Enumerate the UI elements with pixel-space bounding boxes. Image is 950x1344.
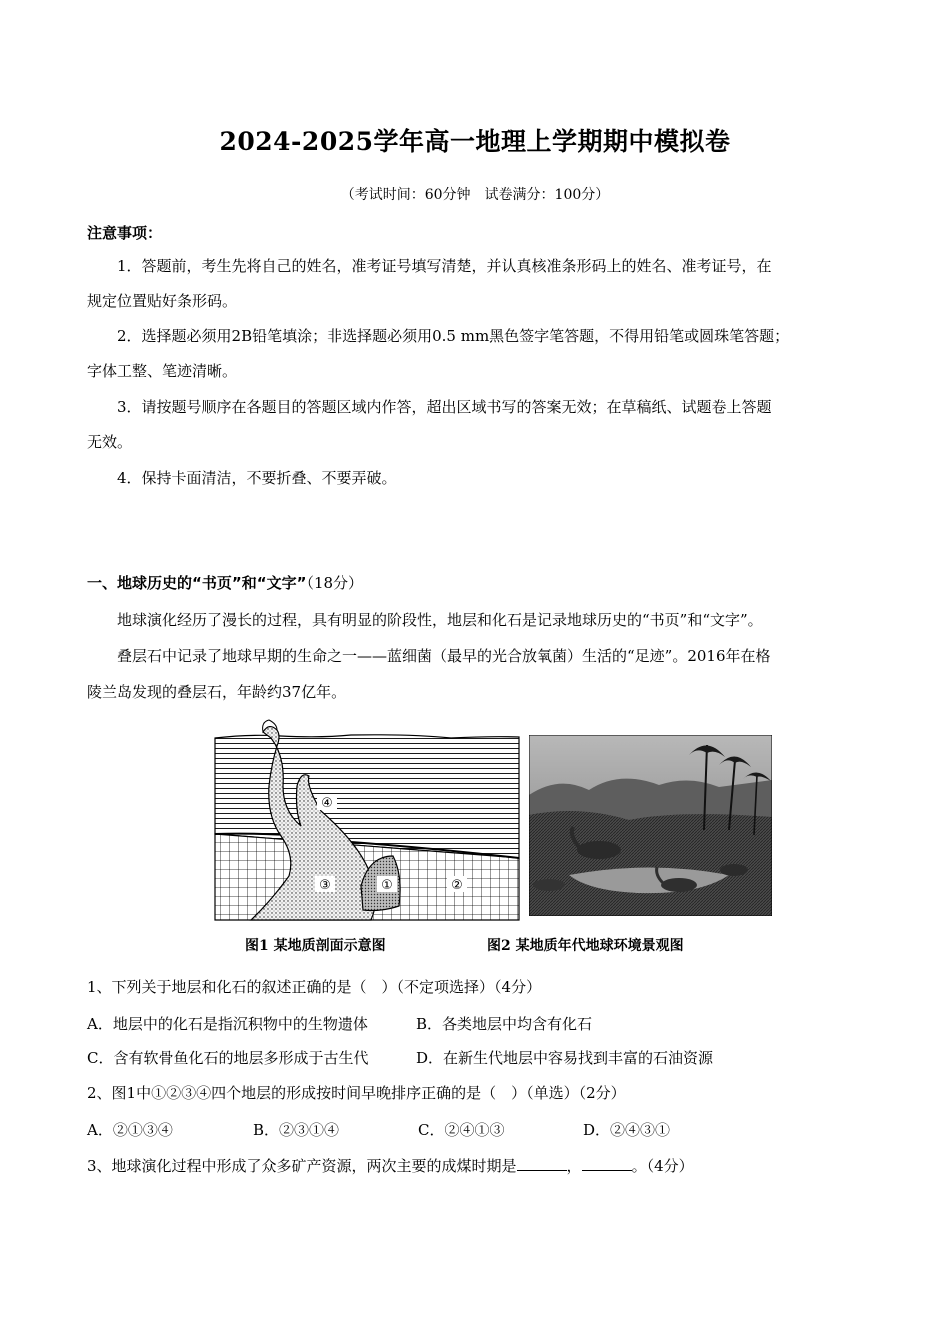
notice-text: 3．请按题号顺序在各题目的答题区域内作答，超出区域书写的答案无效；在草稿纸、试题卷上答题 xyxy=(117,398,772,416)
q3-text: 3、地球演化过程中形成了众多矿产资源，两次主要的成煤时期是 xyxy=(87,1157,517,1175)
question-2-stem: 2、图1中①②③④四个地层的形成按时间早晚排序正确的是（ ）（单选）（2分） xyxy=(87,1084,626,1102)
answer-blank-1[interactable] xyxy=(517,1156,567,1171)
label-layer-3: ③ xyxy=(319,878,331,893)
intro-text: 地球演化经历了漫长的过程，具有明显的阶段性，地层和化石是记录地球历史的“书页”和“文字”。 xyxy=(117,611,763,629)
q2-option-c: C．②④①③ xyxy=(418,1121,505,1139)
figure1-caption: 图1 某地质剖面示意图 xyxy=(245,938,386,954)
page-title: 2024-2025学年高一地理上学期期中模拟卷 xyxy=(219,127,731,156)
section-title: 一、地球历史的“书页”和“文字” xyxy=(87,574,307,592)
q3-separator: ， xyxy=(566,1157,582,1175)
q2-option-a: A．②①③④ xyxy=(87,1121,173,1139)
figure2-caption: 图2 某地质年代地球环境景观图 xyxy=(487,938,684,954)
section-points: （18分） xyxy=(306,574,364,592)
q2-option-d: D．②④③① xyxy=(583,1121,671,1139)
q3-points: 。（4分） xyxy=(631,1157,694,1175)
notice-heading: 注意事项： xyxy=(87,224,163,242)
question-1-stem: 1、下列关于地层和化石的叙述正确的是（ ）（不定项选择）（4分） xyxy=(87,978,542,996)
section-heading xyxy=(87,572,363,593)
intro-paragraph-2-cont: 陵兰岛发现的叠层石，年龄约37亿年。 xyxy=(87,683,347,701)
notice-text: 2．选择题必须用2B铅笔填涂；非选择题必须用0.5 mm黑色签字笔答题，不得用铅笔或圆珠笔答题； xyxy=(117,327,790,345)
intro-paragraph-1 xyxy=(87,602,877,638)
notice-item-4 xyxy=(87,461,877,496)
intro-text: 叠层石中记录了地球早期的生命之一——蓝细菌（最早的光合放氧菌）生活的“足迹”。2016年在格 xyxy=(117,647,771,665)
notice-item-2-cont: 字体工整、笔迹清晰。 xyxy=(87,362,238,380)
exam-info: （考试时间：60分钟 试卷满分：100分） xyxy=(340,187,610,203)
question-3-stem xyxy=(87,1155,694,1176)
label-layer-2: ② xyxy=(451,878,463,893)
label-layer-1: ① xyxy=(381,878,393,893)
answer-blank-2[interactable] xyxy=(582,1156,632,1171)
notice-item-2 xyxy=(87,319,887,354)
q1-option-b: B．各类地层中均含有化石 xyxy=(416,1015,593,1033)
notice-item-3 xyxy=(87,390,877,425)
notice-text: 1．答题前，考生先将自己的姓名，准考证号填写清楚，并认真核准条形码上的姓名、准考证号，在 xyxy=(117,257,772,275)
notice-item-1 xyxy=(87,249,877,284)
intro-paragraph-2 xyxy=(87,638,877,674)
q2-option-b: B．②③①④ xyxy=(253,1121,340,1139)
geologic-section-figure xyxy=(211,716,523,922)
q1-option-c: C．含有软骨鱼化石的地层多形成于古生代 xyxy=(87,1049,369,1067)
notice-item-1-cont: 规定位置贴好条形码。 xyxy=(87,292,238,310)
landscape-figure xyxy=(529,735,772,916)
q1-option-a: A．地层中的化石是指沉积物中的生物遗体 xyxy=(87,1015,368,1033)
notice-text: 4．保持卡面清洁，不要折叠、不要弄破。 xyxy=(117,469,397,487)
label-layer-4: ④ xyxy=(321,796,333,811)
q1-option-d: D．在新生代地层中容易找到丰富的石油资源 xyxy=(416,1049,714,1067)
notice-item-3-cont: 无效。 xyxy=(87,433,133,451)
